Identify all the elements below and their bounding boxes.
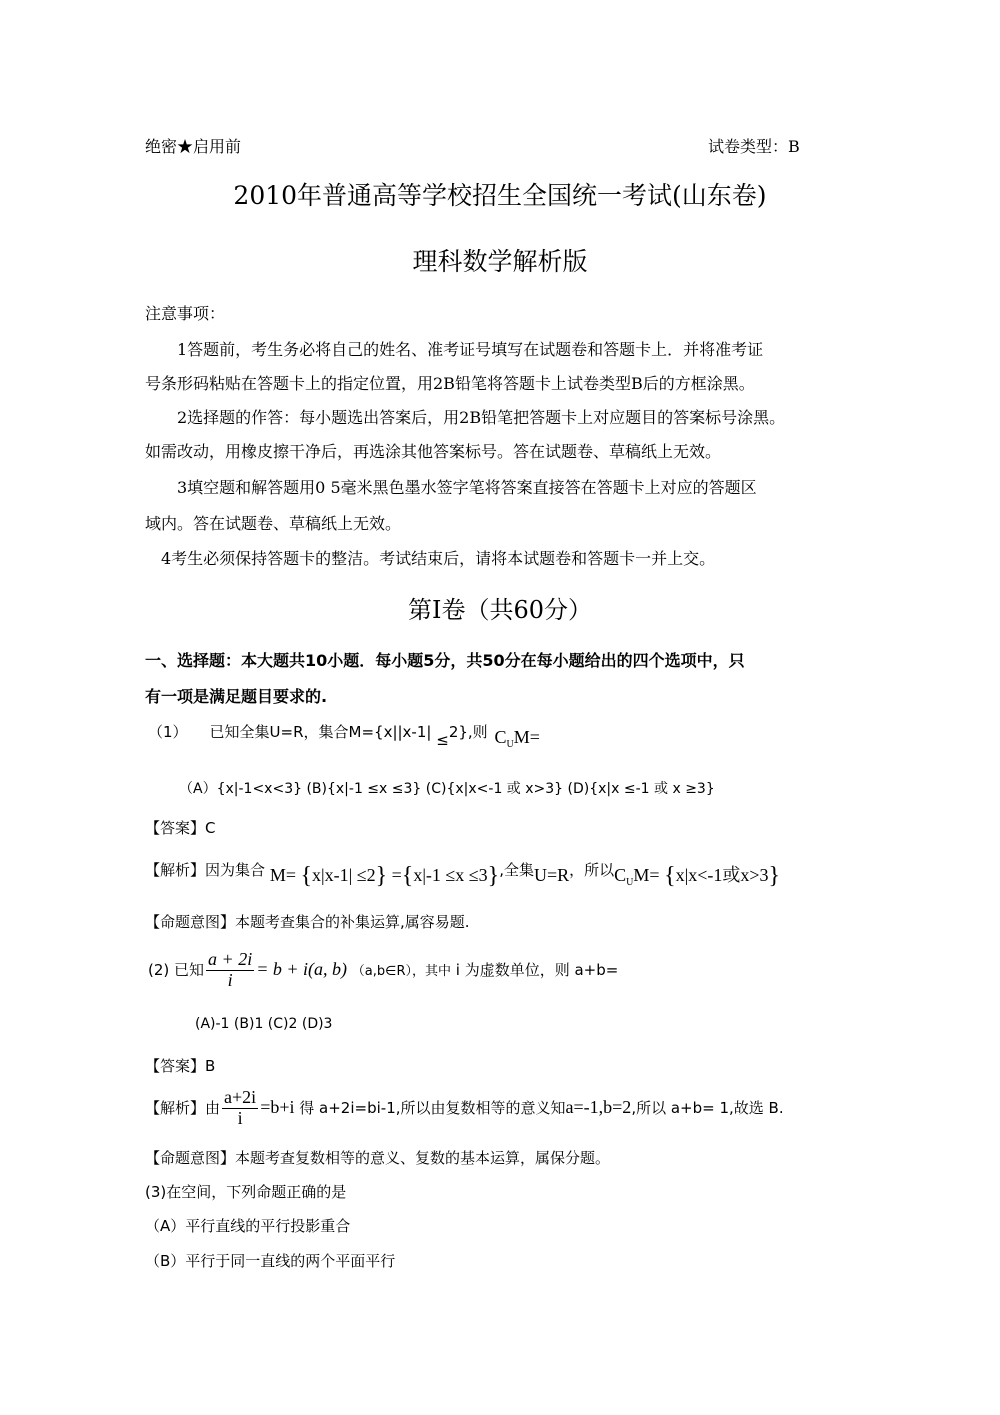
section-instructions-line-1: 一、选择题：本大题共10小题．每小题5分，共50分在每小题给出的四个选项中，只 [145,651,745,670]
note-1-line-2: 号条形码粘贴在答题卡上的指定位置，用2B铅笔将答题卡上试卷类型B后的方框涂黑。 [145,374,755,393]
q2-fraction: $\frac{a + 2i}{i}$ [208,949,253,990]
q2-analysis-fraction: $\frac{a+2i}{i}$ [224,1087,257,1128]
q2-number: (2) [148,960,170,979]
q1-analysis: 【解析】因为集合 M= {x|x-1| ≤2} ={x|-1 ≤x ≤3},全集U=R，所以$C_UM= \{x|x<-1$或x>3} [145,861,781,889]
q1-analysis-label: 【解析】 [145,861,206,879]
q2-analysis: 【解析】由 $\frac{a+2i}{i}$ =b+i 得 a+2i=bi-1,所以由复数相等的意义知a=-1,b=2,所以 a+b= 1,故选 B. [145,1087,784,1128]
page-title: 2010年普通高等学校招生全国统一考试(山东卷) [233,181,767,210]
notes-heading: 注意事项： [145,304,226,323]
note-3-line-2: 域内。答在试题卷、草稿纸上无效。 [145,514,402,533]
page-subtitle: 理科数学解析版 [412,247,588,276]
confidential-label: 绝密★启用前 [145,137,242,156]
q1-stem [148,721,540,750]
q2-answer: 【答案】B [145,1057,216,1075]
q2-intent: 【命题意图】本题考查复数相等的意义、复数的基本运算，属保分题。 [145,1149,611,1167]
note-2-line-1: 2选择题的作答：每小题选出答案后，用2B铅笔把答题卡上对应题目的答案标号涂黑。 [177,408,786,427]
q3-option-a: （A）平行直线的平行投影重合 [145,1217,351,1235]
q1-stem-text: 已知全集U=R，集合M={x||x-1| [209,723,432,741]
q2-options: (A)-1 (B)1 (C)2 (D)3 [195,1016,333,1032]
q1-answer: 【答案】C [145,819,216,837]
section-instructions-line-2: 有一项是满足题目要求的. [145,687,328,706]
q1-options: （A）{x|-1<x<3} (B){x|-1 ≤x ≤3} (C){x|x<-1 或 x>3} (D){x|x ≤-1 或 x ≥3} [179,781,715,797]
note-2-line-2: 如需改动，用橡皮擦干净后，再选涂其他答案标号。答在试题卷、草稿纸上无效。 [145,442,722,461]
note-4: 4考生必须保持答题卡的整洁。考试结束后，请将本试题卷和答题卡一并上交。 [161,549,716,568]
q3-stem: (3)在空间，下列命题正确的是 [145,1183,347,1201]
q1-intent: 【命题意图】本题考查集合的补集运算,属容易题. [145,913,470,931]
q2-stem: (2) 已知 $\frac{a + 2i}{i}$ = b + i(a, b) （a,b∈R），其中 i 为虚数单位，则 a+b= [148,949,619,990]
paper-type-label: 试卷类型：B [708,137,800,156]
q1-complement: $C_UM=$ [494,727,540,750]
q3-option-b: （B）平行于同一直线的两个平面平行 [145,1252,396,1270]
note-3-line-1: 3填空题和解答题用0 5毫米黑色墨水签字笔将答案直接答在答题卡上对应的答题区 [177,478,757,497]
q1-leq-symbol: ≤ [436,731,449,749]
section-title: 第Ⅰ卷（共60分） [407,596,593,624]
q1-number: （1） [148,723,188,741]
note-1-line-1: 1答题前，考生务必将自己的姓名、准考证号填写在试题卷和答题卡上．并将准考证 [177,340,764,359]
q1-stem-end: 2},则 [448,723,488,741]
